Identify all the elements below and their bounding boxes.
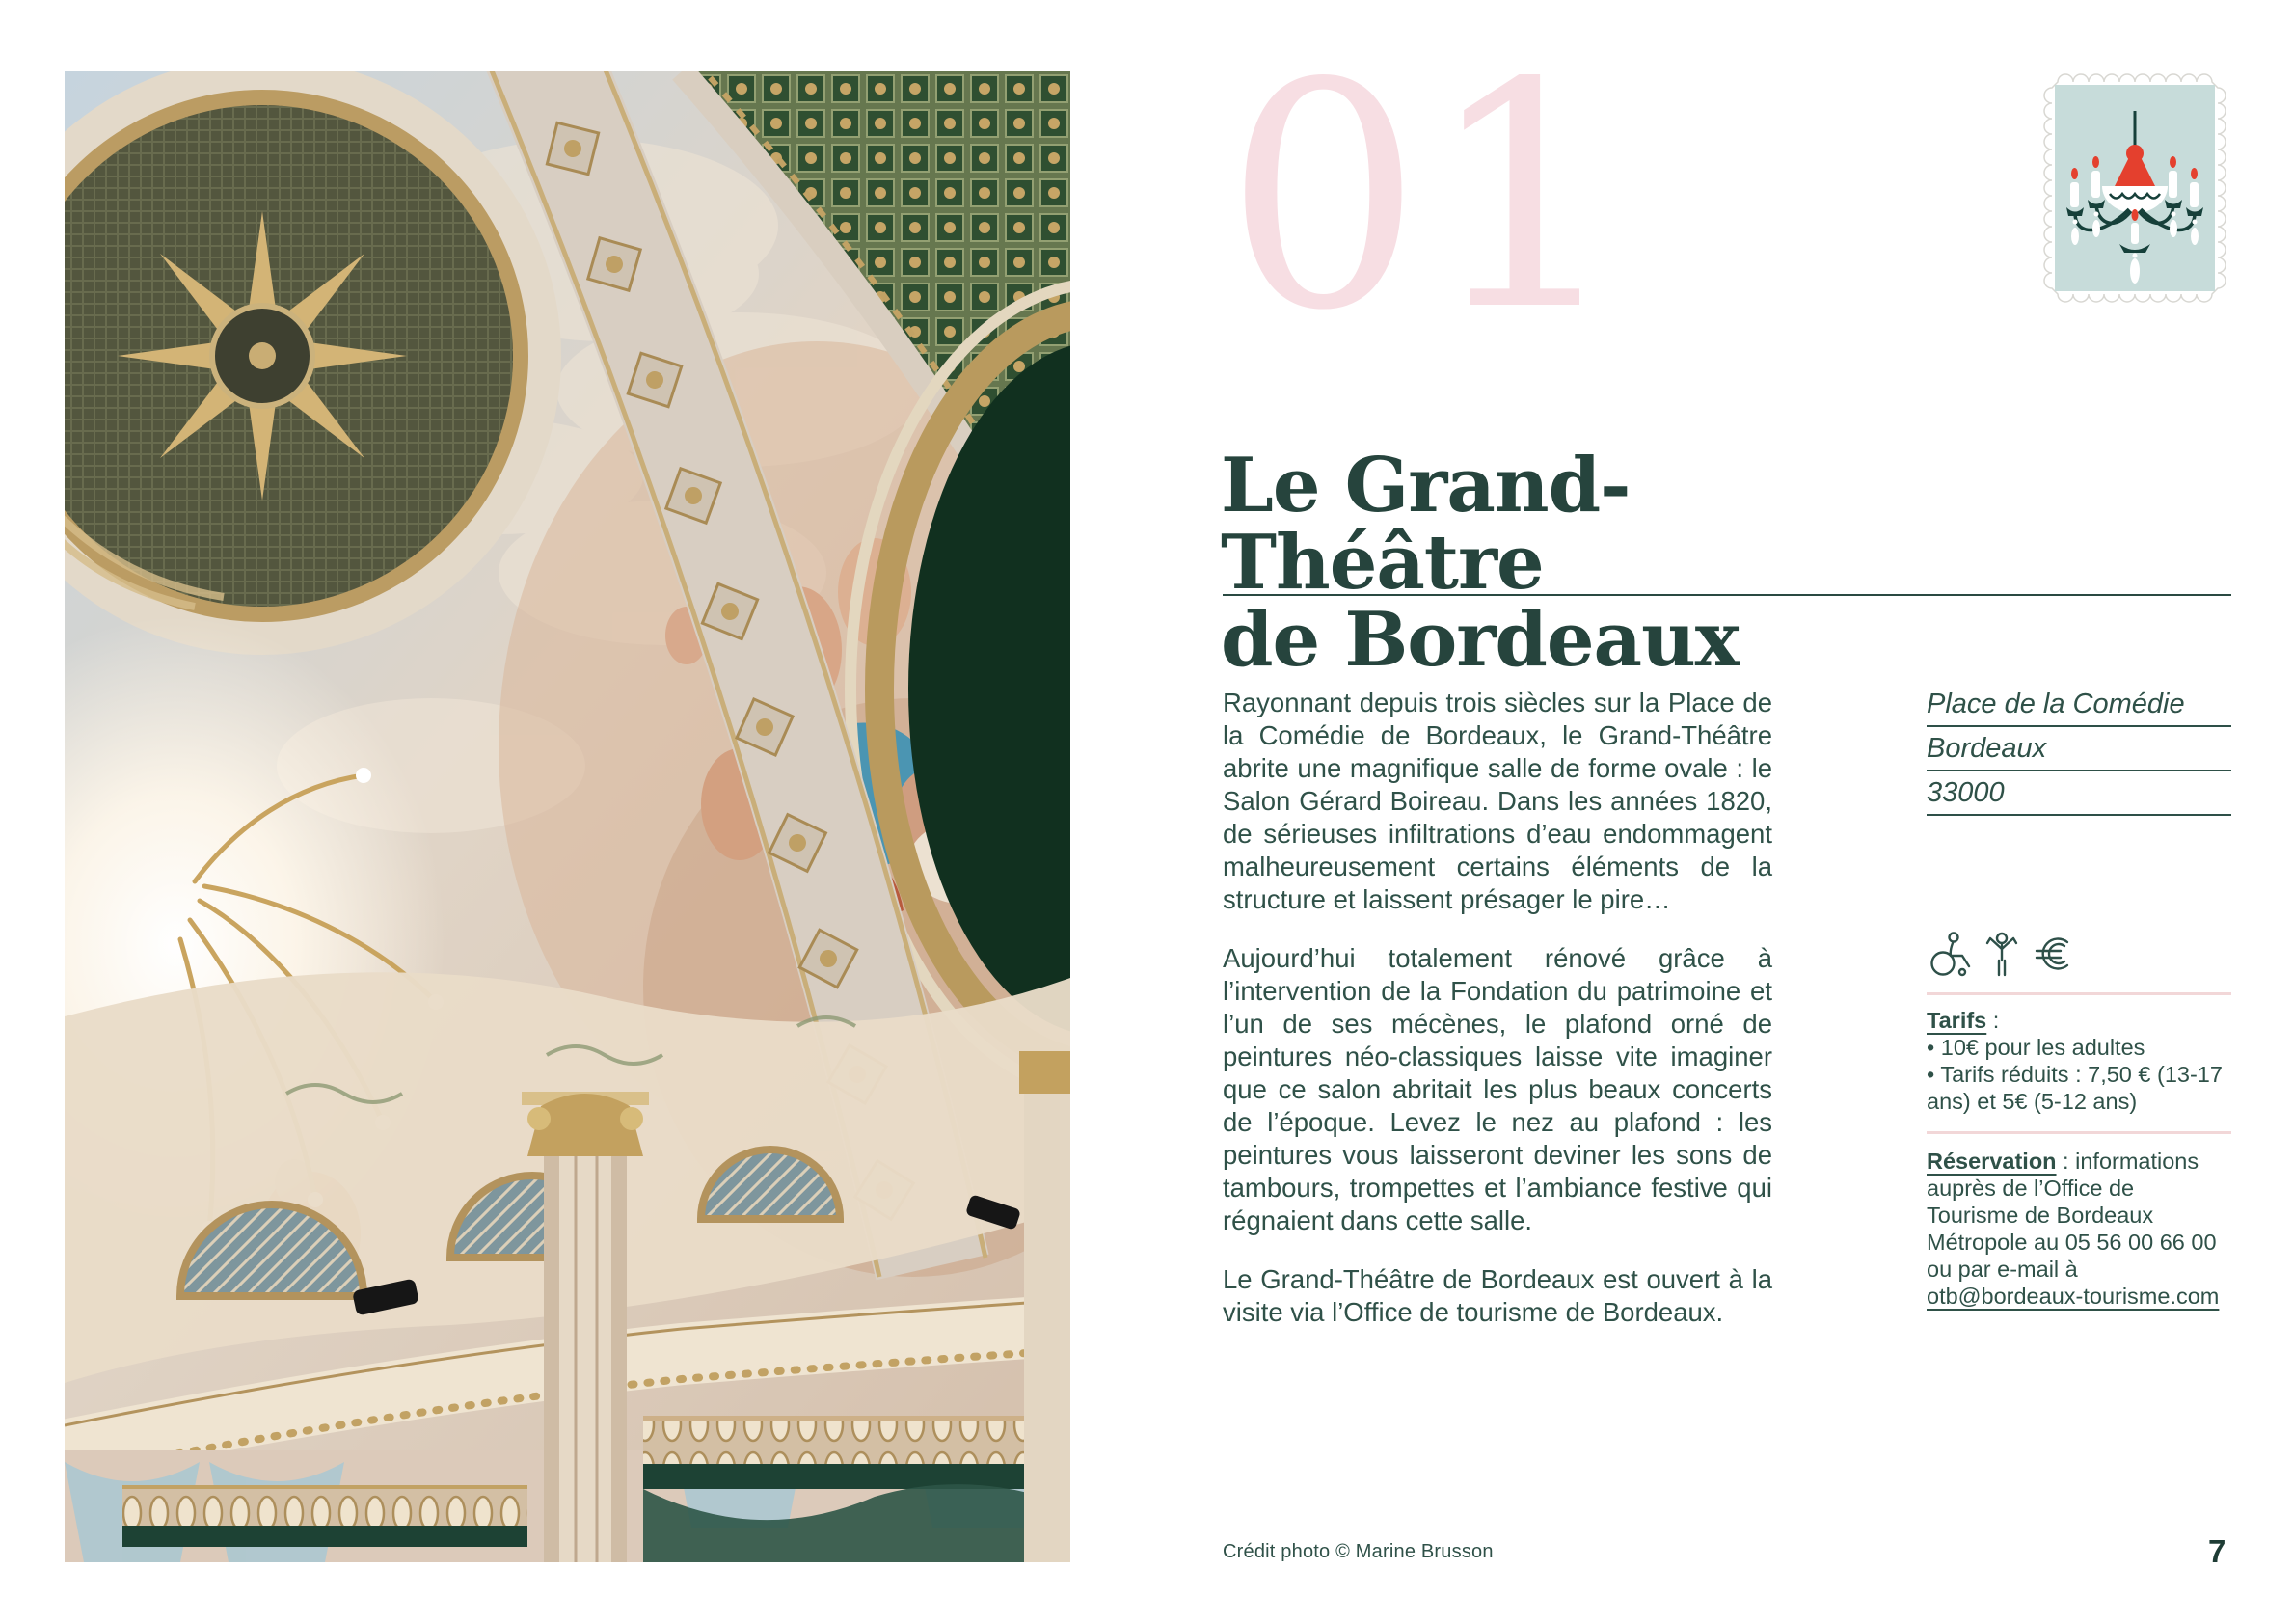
chapter-number: 01 (1225, 16, 1628, 378)
info-sidebar (1927, 687, 2231, 1310)
tarifs-block (1927, 1007, 2231, 1115)
reservation-block: Réservation : informations auprès de l’Office de Tourisme de Bordeaux Métropole au 05 56 00 66 00 ou par e-mail à otb@bordeaux-tourisme.com (1927, 1149, 2220, 1309)
page-title-line2: de Bordeaux (1221, 596, 1740, 685)
page-title (1221, 442, 1896, 685)
address-street: Place de la Comédie (1927, 687, 2231, 727)
euro-icon (2033, 931, 2075, 977)
tarif-item: • Tarifs réduits : 7,50 € (13-17 ans) et 5€ (5-12 ans) (1927, 1062, 2223, 1114)
theatre-ceiling-photo (65, 71, 1070, 1562)
page-number: 7 (2208, 1533, 2226, 1569)
wheelchair-icon (1927, 931, 1971, 977)
article-paragraph: Le Grand-Théâtre de Bordeaux est ouvert à la visite via l’Office de tourisme de Bordeaux. (1223, 1264, 1772, 1327)
tarif-item: • 10€ pour les adultes (1927, 1035, 2145, 1060)
tarifs-label: Tarifs (1927, 1008, 1987, 1033)
address-postcode: 33000 (1927, 775, 2231, 816)
pink-divider-bottom (1927, 1131, 2231, 1134)
page-title-line1: Le Grand-Théâtre (1221, 442, 1631, 608)
article-paragraph: Rayonnant depuis trois siècles sur la Place de la Comédie de Bordeaux, le Grand-Théâtre abrite une magnifique salle de forme ovale : le Salon Gérard Boireau. Dans les années 1820, de sérieuses infiltrations d’eau endommagent malheureusement certains éléments de la structure et laissent présager le pire… (1223, 688, 1772, 914)
amenity-icons (1927, 932, 2231, 976)
title-divider (1223, 594, 2231, 596)
photo-credit: Crédit photo © Marine Brusson (1223, 1541, 1494, 1562)
person-arms-up-icon (1983, 931, 2020, 977)
tarifs-label-line: Tarifs : (1927, 1008, 2000, 1033)
address-block (1927, 687, 2231, 816)
pink-divider-top (1927, 992, 2231, 995)
reservation-email-link[interactable]: otb@bordeaux-tourisme.com (1927, 1284, 2220, 1309)
address-city: Bordeaux (1927, 731, 2231, 771)
article-body (1223, 687, 1772, 1355)
article-paragraph: Aujourd’hui totalement rénové grâce à l’intervention de la Fondation du patrimoine et l’un de ses mécènes, le plafond orné de peintures néo-classiques laisse vite imaginer que ce salon abritait les plus beaux concerts de l’époque. Levez le nez au plafond : les peintures vous laisseront deviner les sons de tambours, trompettes et l’ambiance festive qui régnaient dans cette salle. (1223, 943, 1772, 1235)
reservation-label: Réservation (1927, 1149, 2057, 1174)
chandelier-stamp-icon (2042, 72, 2227, 304)
theatre-ceiling-illustration (65, 71, 1070, 1562)
reservation-text: informations auprès de l’Office de Tourisme de Bordeaux Métropole au 05 56 00 66 00 ou par e-mail à (1927, 1149, 2217, 1282)
